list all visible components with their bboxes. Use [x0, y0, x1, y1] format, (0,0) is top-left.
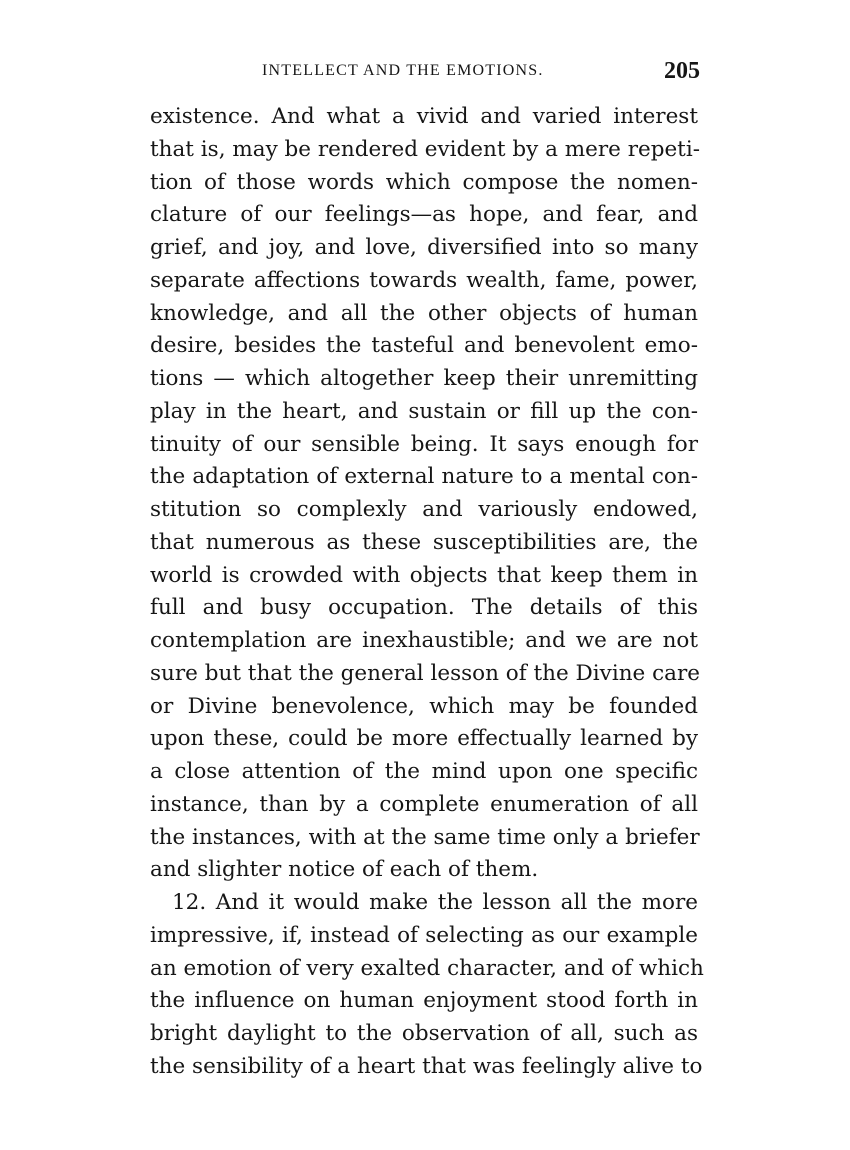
text-line: world is crowded with objects that keep them in [150, 562, 698, 588]
text-line: the instances, with at the same time only a briefer [150, 824, 700, 850]
text-line: the sensibility of a heart that was feelingly alive to [150, 1053, 703, 1079]
text-line: contemplation are inexhaustible; and we are not [150, 628, 698, 653]
text-line: and slighter notice of each of them. [150, 857, 539, 883]
text-line: grief, and joy, and love, diversified into so many [150, 235, 698, 260]
paragraph-2 [150, 887, 704, 1084]
text-line: an emotion of very exalted character, and of which [150, 955, 704, 981]
text-line: existence. And what a vivid and varied interest [150, 104, 698, 129]
running-title: INTELLECT AND THE EMOTIONS. [262, 62, 544, 79]
body-text [150, 101, 704, 1084]
text-line: that is, may be rendered evident by a mere repeti- [150, 136, 700, 162]
page-number: 205 [664, 58, 700, 84]
text-line: knowledge, and all the other objects of human [150, 300, 698, 326]
running-head [150, 58, 702, 92]
text-line: desire, besides the tasteful and benevolent emo- [150, 333, 698, 359]
text-line: the influence on human enjoyment stood forth in [150, 988, 698, 1014]
text-line: tions — which altogether keep their unremitting [150, 366, 698, 391]
text-line: play in the heart, and sustain or fill up the con- [150, 398, 698, 424]
text-line: the adaptation of external nature to a mental con- [150, 464, 698, 490]
text-line: or Divine benevolence, which may be founded [150, 693, 698, 719]
text-line: full and busy occupation. The details of this [150, 595, 698, 621]
text-line: impressive, if, instead of selecting as our example [150, 922, 698, 948]
paragraph-1 [150, 101, 698, 887]
text-line: upon these, could be more effectually learned by [150, 726, 698, 752]
text-line: 12. And it would make the lesson all the more [172, 890, 698, 915]
text-line: clature of our feelings—as hope, and fear, and [150, 202, 698, 228]
text-line: tinuity of our sensible being. It says enough for [150, 431, 698, 457]
text-line: a close attention of the mind upon one specific [150, 759, 698, 784]
text-line: bright daylight to the observation of all, such as [150, 1021, 698, 1046]
text-line: instance, than by a complete enumeration of all [150, 791, 698, 817]
text-line: stitution so complexly and variously endowed, [150, 497, 698, 522]
text-line: separate affections towards wealth, fame, power, [150, 267, 698, 293]
text-line: tion of those words which compose the nomen- [150, 169, 698, 195]
text-line: sure but that the general lesson of the Divine care [150, 660, 700, 686]
text-line: that numerous as these susceptibilities are, the [150, 529, 698, 555]
